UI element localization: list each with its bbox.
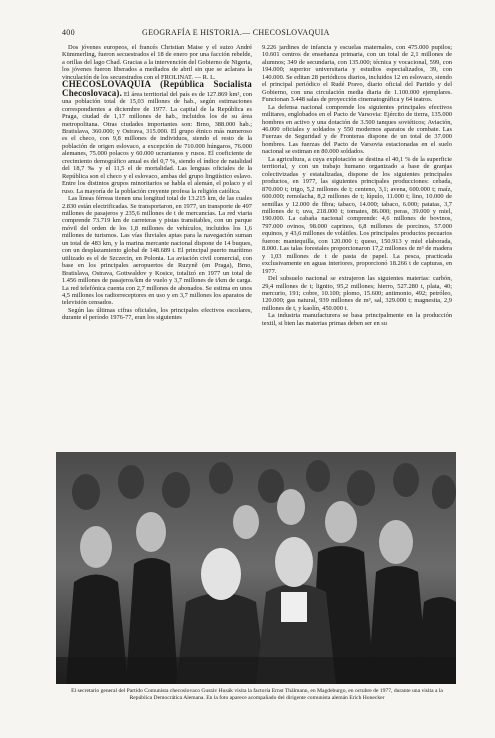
education-paragraph: Según las últimas cifras oficiales, los principales efectivos escolares, durante el período 1976-77, eran los siguientes xyxy=(62,306,252,322)
transport-paragraph: Las líneas férreas tienen una longitud total de 13.215 km, de las cuales 2.830 están electrificadas. Se transportaron, en 1977, un transporte de 497 millones de pasajeros y 235,6 millones de t de mercancías. La red viaria comprende 73.719 km de carreteras y pistas transitables, con un parque móvil del orden de los 1,8 millones de vehículos, incluidos los 1,6 millones de turismos. Las vías fluviales aptas para la navegación suman un total de 483 km, y la marina mercante nacional dispone de 14 buques, con un desplazamiento global de 148.689 t. El principal puerto marítimo utilizado es el de Szczecin, en Polonia. La aviación civil comercial, con base en los principales aeropuertos de Ruzyně (en Praga), Brno, Bratislava, Ostrava, Gottwaldov y Kosice, totalizó en 1977 un total de 1.456 millones de pasajeros/km de vuelo y 3,7 millones de t/km de carga. La red telefónica cuenta con 2,7 millones de abonados. Se estima en unos 4,5 millones los radiorreceptores en uso y en 3,7 millones los aparatos de televisión censados. xyxy=(62,195,252,307)
industry-paragraph: La industria manufacturera se basa principalmente en la producción textil, si bien las materias primas deben ser en su xyxy=(262,312,452,327)
agriculture-paragraph: La agricultura, a cuya explotación se destina el 40,1 % de la superficie territorial, y con un trabajo humano organizado a base de granjas colectivizadas y estatalizadas, dispone de los siguientes principales productos, en 1977, las siguientes principales producciones: cebada, 870.000 t; trigo, 5,2 millones de t; centeno, 3,1; avena, 600.000 t; maíz, 600.000; remolacha, 8,2 millones de t; lúpulo, 11.000 t; lino, 10.000 de semillas y 12.000 de fibra; tabaco, 14.000; tabaco, 6.000; patatas, 3,7 millones de t; uva, 218.000 t; tomates, 86.000; peras, 39.000 y miel, 190.000. La cabaña nacional comprende: 4,6 millones de bovinos, 797.000 ovinos, 98.000 caprinos, 6,8 millones de porcinos, 57.000 equinos, y 43,6 millones de volátiles. Los principales productos pecuarios fueron: mantequilla, con 120.000 t; queso, 150.913 y miel elaborada, 8.000. Las talas forestales proporcionaron 17,2 millones de m³ de madera y 1,03 millones de t de pasta de papel. La pesca, practicada exclusivamente en aguas interiores, proporcionó 18.266 t de capturas, en 1977. xyxy=(262,155,452,275)
left-column xyxy=(62,44,252,448)
running-title: GEOGRAFÍA E HISTORIA.— CHECOSLOVAQUIA xyxy=(142,28,330,37)
photo-illustration xyxy=(56,452,456,684)
intro-paragraph: Dos jóvenes europeos, el francés Christian Maise y el suizo André Kümmerling, fueron secuestrados el 18 de enero por una facción rebelde, a orillas del lago Chad. Gracias a la intervención del Gobierno de Nigeria, los jóvenes fueron liberados a mediados de abril sin que se aclarara la vinculación de los secuestrados con el FROLINAT. — R. L. xyxy=(62,44,252,81)
mining-paragraph: Del subsuelo nacional se extrajeron las siguientes materias: carbón, 29,4 millones de t; lignito, 95,2 millones; hierro, 527.280 t, plata, 40; mercurio, 191; cobre, 10.100; plomo, 15.600; antimonio, 492; petróleo, 120.000; gas natural, 939 millones de m³, sal, 329.000 t; magnesita, 2,9 millones de t, y kaolín, 450.000 t. xyxy=(262,275,452,312)
section-heading: CHECOSLOVAQUIA (República Socialista Checoslovaca). xyxy=(62,79,252,98)
right-column xyxy=(262,44,452,448)
section-paragraph xyxy=(62,81,252,195)
defense-paragraph: La defensa nacional comprende los siguientes principales efectivos militares, englobados en el Pacto de Varsovia: Ejército de tierra, 135.000 hombres en activo y una dotación de 3.500 tanques soviéticos; Aviación, 46.000 oficiales y soldados y 550 modernos aparatos de combate. Las Fuerzas de Seguridad y de Fronteras dispone de un total de 37.000 hombres. Las fuerzas del Pacto de Varsovia estacionadas en el suelo nacional se estiman en 80.000 soldados. xyxy=(262,103,452,156)
media-paragraph: 9.226 jardines de infancia y escuelas maternales, con 475.000 pupilos; 10.601 centros de enseñanza primaria, con un total de 2,1 millones de alumnos; 349 de secundaria, con 135.000; técnica y vocacional, 599, con 194.000; superior universitaria y estudios especializados, 39, con 140.000. Se editan 28 periódicos diarios, incluidos 12 en eslovaco, siendo el principal periódico el Rudé Pravo, diario oficial del Partido y del Gobierno, con una circulación media diaria de 1.100.000 ejemplares. Funcionan 3.448 salas de proyección cinematográfica y 64 teatros. xyxy=(262,44,452,104)
text-columns xyxy=(62,44,452,448)
body-text: El área territorial del país es de 127.869 km², con una población total de 15,03 millones de hab., según estimaciones correspondientes a diciembre de 1977. La capital de la República es Praga, ciudad de 1,17 millones de hab., incluidos los de su área metropolitana. Otras ciudades importantes son: Brno, 388.000 hab.; Bratislava, 360.000; y Ostrava, 315.000. El grupo étnico más numeroso es el checo, con 9,8 millones de individuos, siendo el resto de la población de origen eslovaco, a excepción de 710.000 húngaros, 76.000 alemanes, 75.000 polacos y 60.000 ucranianos y rusos. El coeficiente de crecimiento demográfico anual es del 0,7 %, siendo el índice de natalidad del 18,7 ‰ y el 11,5 el de mortalidad. Las lenguas oficiales de la República son el checo y el eslovaco, ambas del grupo lingüístico eslavo. Entre los distintos grupos minoritarios se habla el alemán, el polaco y el ruso. La mayoría de la población creyente profesa la religión católica. xyxy=(62,90,252,195)
photo-caption: El secretario general del Partido Comunista checoslovaco Gustáv Husák visita la factoría Ernst Thälmann, en Magdeburgo, en octubre de 1977, durante una visita a la República Democrática Alemana. En la foto aparece acompañado del dirigente comunista alemán Erich Honecker xyxy=(71,688,443,701)
news-photo xyxy=(56,452,456,684)
page-number: 400 xyxy=(62,28,75,37)
